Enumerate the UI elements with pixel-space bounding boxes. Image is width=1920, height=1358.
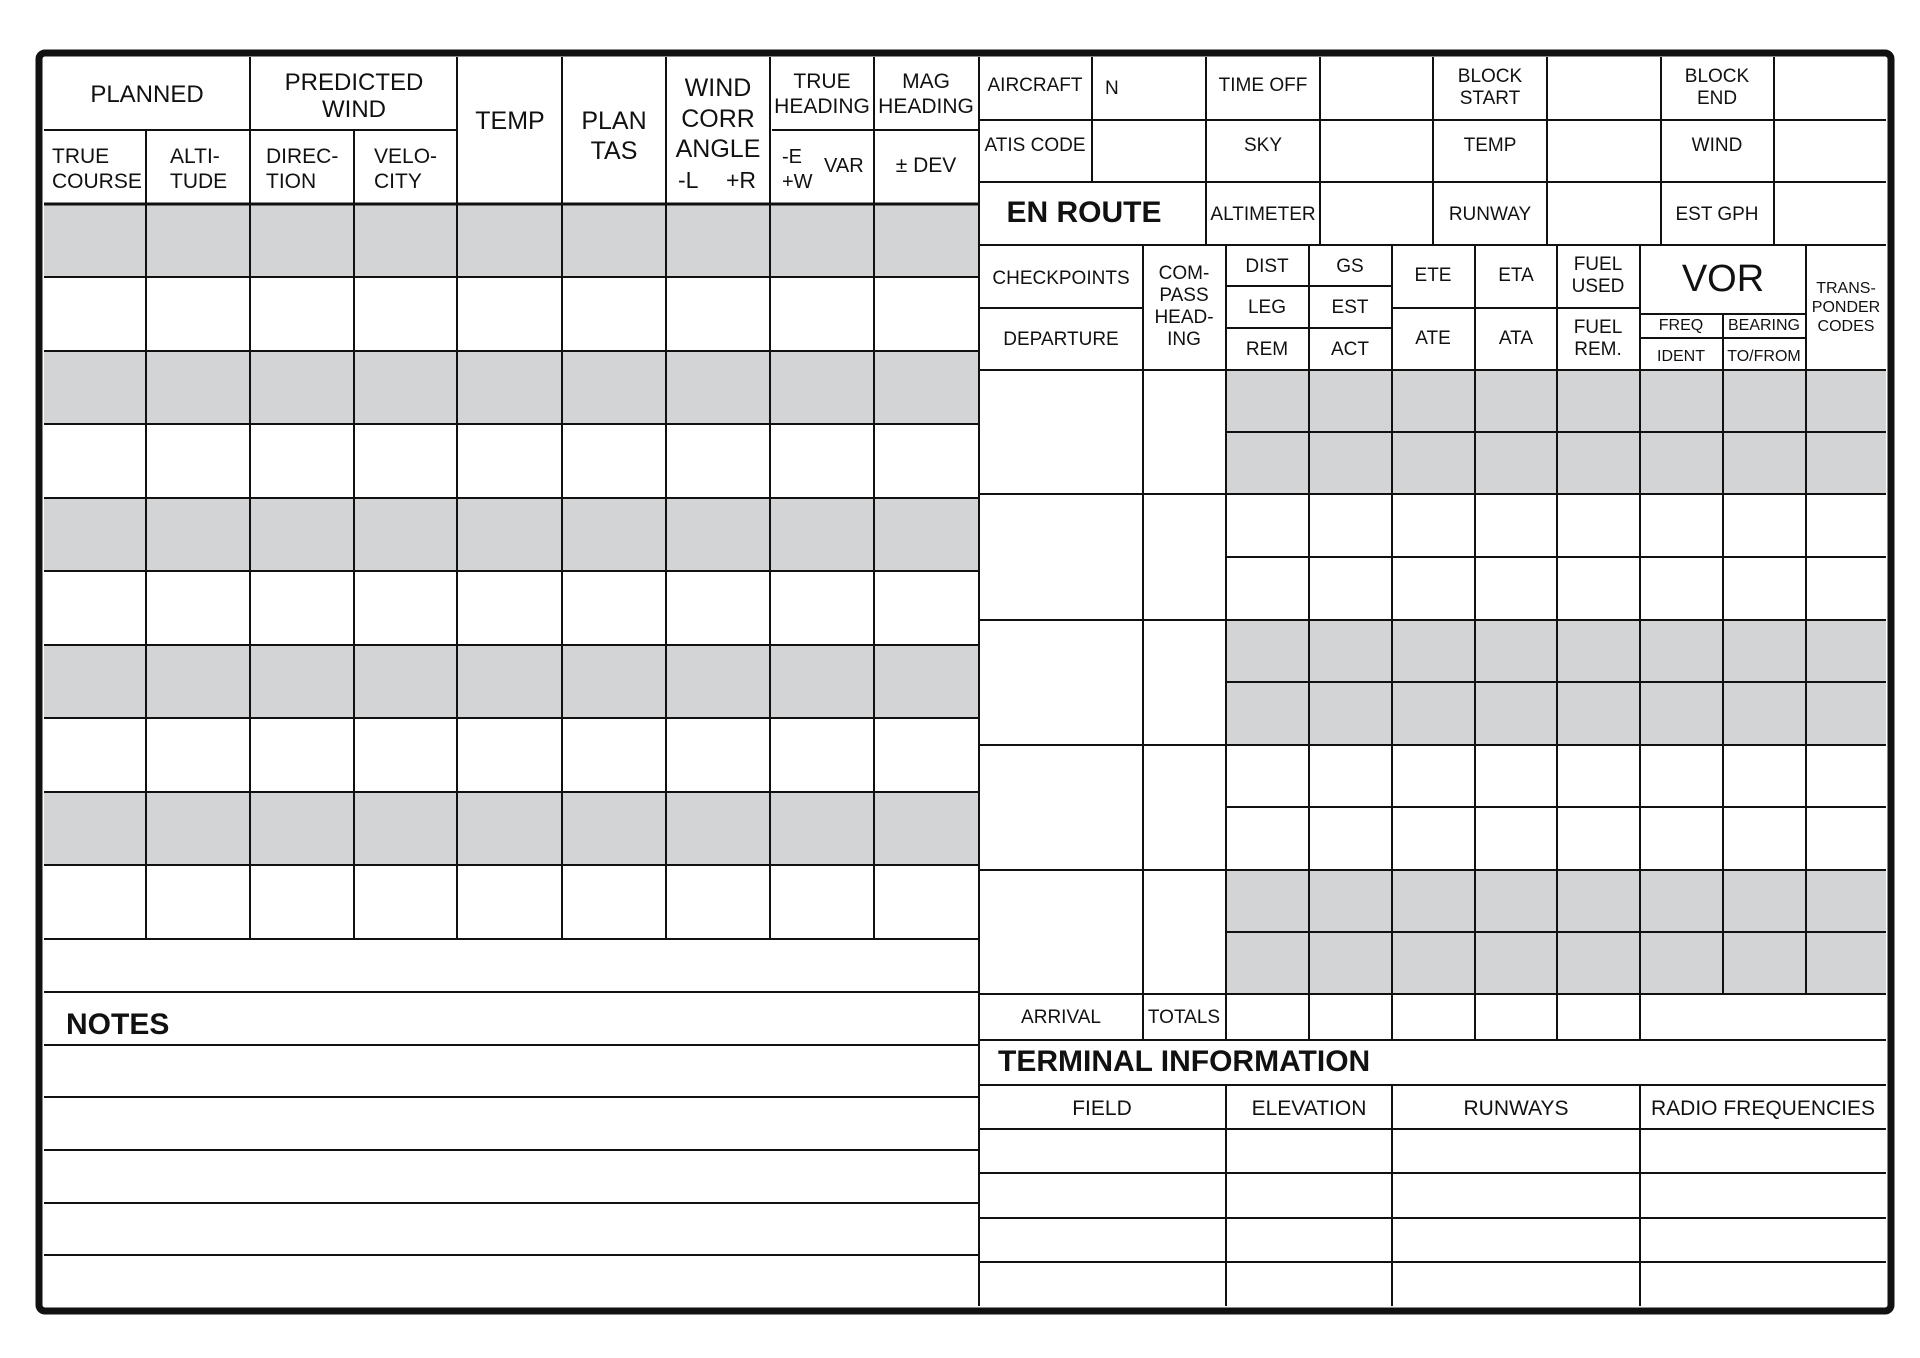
wca-left-label: -L	[678, 167, 699, 193]
var-label: VAR	[824, 155, 864, 177]
act-label: ACT	[1331, 339, 1369, 360]
nav-log-row-1-shade	[44, 204, 979, 277]
velocity-label-2: CITY	[374, 170, 422, 193]
leg-label: LEG	[1247, 297, 1287, 318]
compass-heading-label: COM-	[1158, 263, 1210, 284]
predicted-wind-header-2: WIND	[322, 96, 386, 123]
ata-label: ATA	[1498, 328, 1534, 349]
true-heading-header-2: HEADING	[774, 95, 870, 118]
transponder-codes-label-3: CODES	[1817, 318, 1875, 335]
nav-log-row-5-shade	[44, 498, 979, 571]
eta-label: ETA	[1498, 265, 1534, 286]
wca-right-label: +R	[726, 167, 757, 193]
direction-label-2: TION	[266, 170, 317, 193]
radio-frequencies-label: RADIO FREQUENCIES	[1650, 1097, 1876, 1120]
arrival-label: ARRIVAL	[1021, 1007, 1101, 1028]
runway-label: RUNWAY	[1448, 204, 1532, 225]
field-label: FIELD	[1072, 1097, 1132, 1120]
transponder-codes-label-2: PONDER	[1811, 299, 1881, 316]
temp-header: TEMP	[475, 107, 545, 135]
elevation-label: ELEVATION	[1251, 1097, 1367, 1120]
nav-log-row-7-shade	[44, 645, 979, 718]
compass-heading-label-3: HEAD-	[1154, 307, 1214, 328]
altitude-label: ALTI-	[170, 145, 220, 168]
block-end-label-2: END	[1696, 88, 1738, 109]
ident-label: IDENT	[1657, 348, 1705, 365]
ete-label: ETE	[1414, 265, 1452, 286]
nav-log-shaded-rows	[44, 204, 979, 865]
compass-heading-label-2: PASS	[1159, 285, 1209, 306]
notes-title: NOTES	[66, 1008, 170, 1041]
bearing-label: BEARING	[1727, 317, 1801, 334]
atis-code-label: ATIS CODE	[984, 135, 1086, 156]
planned-header: PLANNED	[90, 81, 204, 108]
wca-header: WIND	[684, 74, 752, 102]
direction-label: DIREC-	[266, 145, 339, 168]
wca-header-3: ANGLE	[675, 135, 761, 163]
var-west-label: +W	[782, 171, 813, 193]
mag-heading-header-2: HEADING	[878, 95, 974, 118]
n-label: N	[1105, 78, 1119, 99]
nav-log-row-3-shade	[44, 351, 979, 424]
ate-label: ATE	[1415, 328, 1451, 349]
wind-label: WIND	[1691, 135, 1743, 156]
checkpoints-label: CHECKPOINTS	[992, 268, 1130, 289]
sky-label: SKY	[1243, 135, 1283, 156]
time-off-label: TIME OFF	[1218, 75, 1308, 96]
nav-log-row-9-shade	[44, 792, 979, 865]
runways-label: RUNWAYS	[1463, 1097, 1569, 1120]
en-route-title: EN ROUTE	[1006, 196, 1162, 229]
true-heading-header: TRUE	[793, 70, 851, 93]
notes-lines	[44, 992, 979, 1255]
dev-label: ± DEV	[895, 154, 957, 177]
aircraft-label: AIRCRAFT	[987, 75, 1083, 96]
dist-label: DIST	[1245, 256, 1289, 277]
plan-tas-header: PLAN	[581, 107, 647, 135]
fuel-rem-label-2: REM.	[1574, 339, 1622, 360]
block-end-label: BLOCK	[1684, 66, 1750, 87]
wca-header-2: CORR	[681, 105, 755, 133]
departure-label: DEPARTURE	[1003, 329, 1119, 350]
totals-label: TOTALS	[1147, 1007, 1221, 1028]
transponder-codes-label: TRANS-	[1816, 280, 1876, 297]
est-label: EST	[1331, 297, 1369, 318]
rem-label: REM	[1245, 339, 1289, 360]
predicted-wind-header: PREDICTED	[284, 69, 424, 96]
terminal-info-title: TERMINAL INFORMATION	[998, 1045, 1371, 1078]
true-course-label-2: COURSE	[52, 170, 142, 193]
terminal-headers	[998, 1045, 1875, 1120]
altitude-label-2: TUDE	[170, 170, 228, 193]
freq-label: FREQ	[1658, 317, 1704, 334]
gs-label: GS	[1336, 256, 1364, 277]
temp-label: TEMP	[1463, 135, 1517, 156]
var-east-label: -E	[782, 146, 802, 168]
fuel-used-label-2: USED	[1571, 276, 1625, 297]
true-course-label: TRUE	[52, 145, 110, 168]
mag-heading-header: MAG	[902, 70, 950, 93]
block-start-label: BLOCK	[1457, 66, 1523, 87]
altimeter-label: ALTIMETER	[1210, 204, 1316, 225]
est-gph-label: EST GPH	[1675, 204, 1759, 225]
plan-tas-header-2: TAS	[590, 137, 638, 165]
to-from-label: TO/FROM	[1727, 348, 1801, 365]
flight-info-labels	[985, 66, 1759, 229]
compass-heading-label-4: ING	[1167, 329, 1201, 350]
block-start-label-2: START	[1459, 88, 1521, 109]
vor-title: VOR	[1681, 258, 1765, 300]
fuel-used-label: FUEL	[1573, 254, 1623, 275]
velocity-label: VELO-	[374, 145, 438, 168]
fuel-rem-label: FUEL	[1573, 317, 1623, 338]
